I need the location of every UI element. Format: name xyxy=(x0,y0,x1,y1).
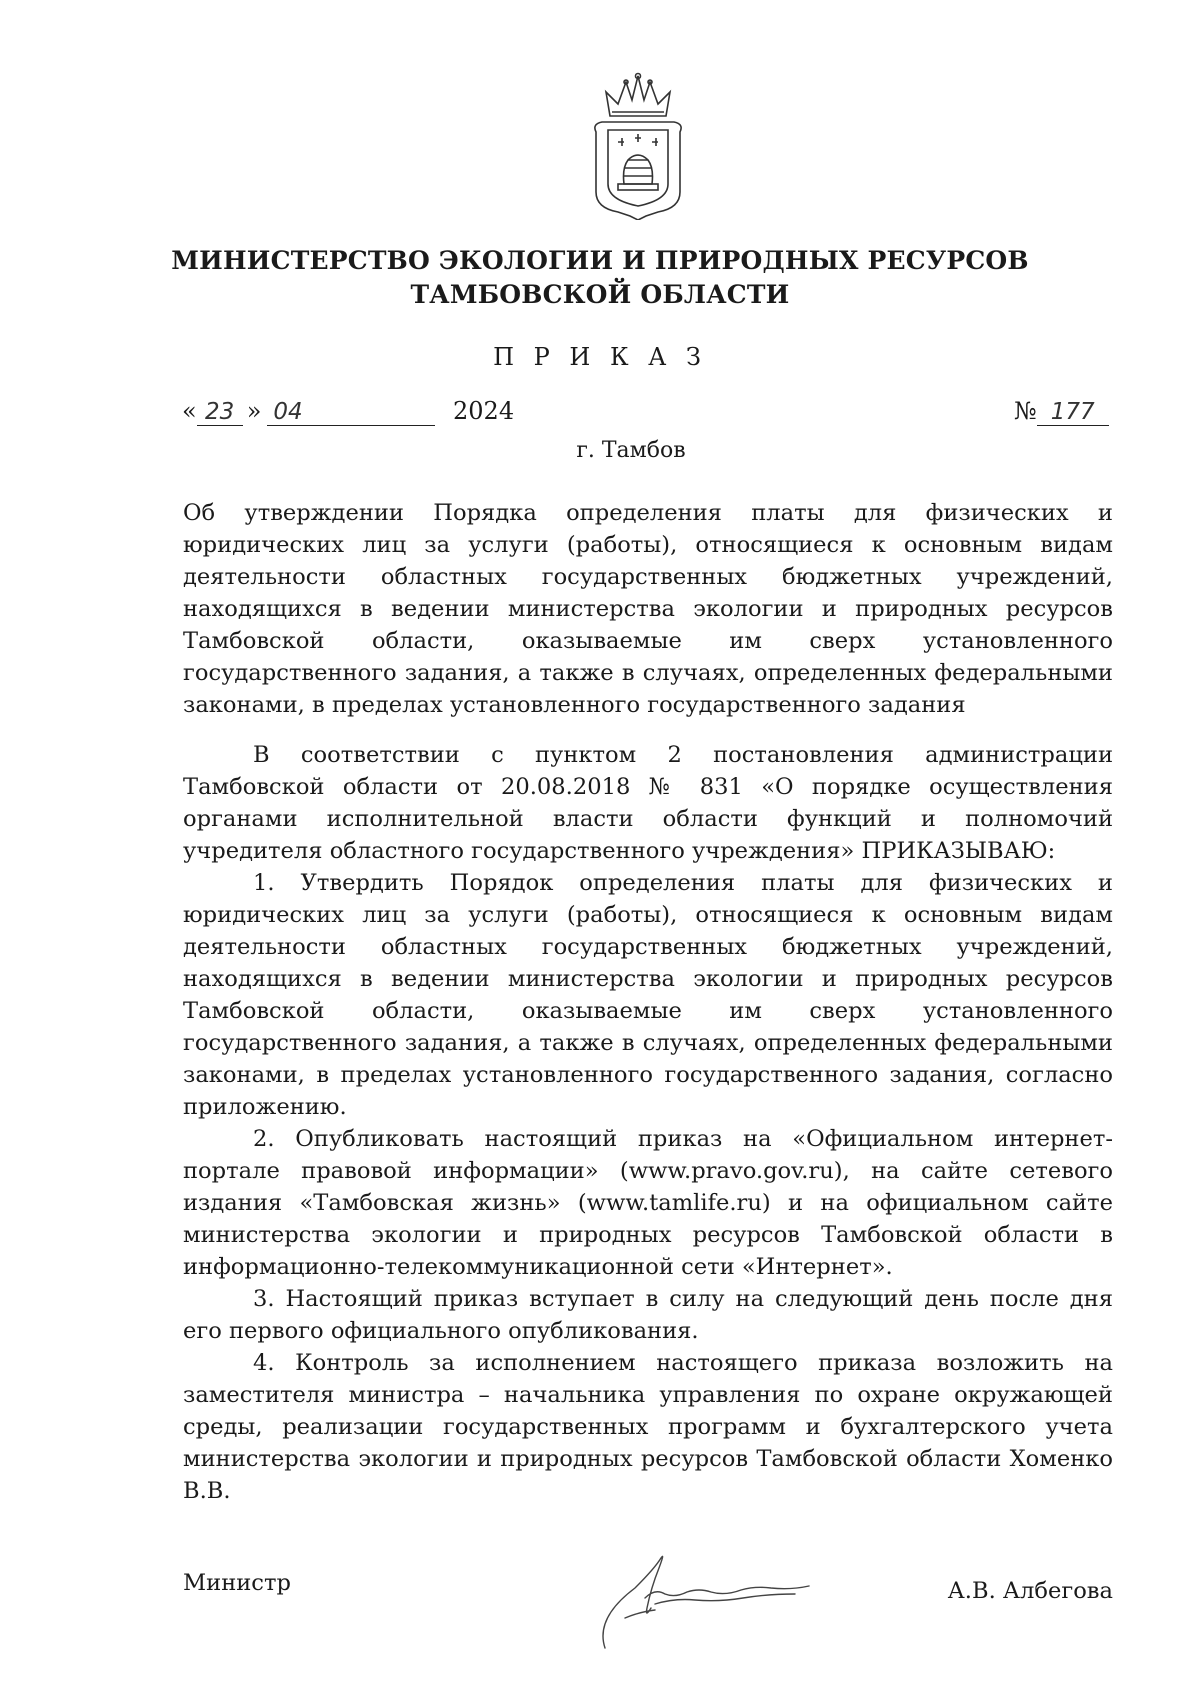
document-date xyxy=(182,397,514,426)
document-city: г. Тамбов xyxy=(576,438,686,463)
number-sign: № xyxy=(1014,397,1037,425)
document-title xyxy=(183,497,1113,721)
date-year: 2024 xyxy=(453,397,515,425)
signature-block xyxy=(183,1548,1113,1658)
document-type: П Р И К А З xyxy=(493,343,707,371)
date-quote-close: » xyxy=(246,397,262,425)
document-number xyxy=(1014,397,1109,426)
document-body xyxy=(183,739,1113,1507)
item-2-paragraph: 2. Опубликовать настоящий приказ на «Официальном интернет-портале правовой информации» (www.pravo.gov.ru), на сайте сетевого издания «Тамбовская жизнь» (www.tamlife.ru) и на официальном сайте министерства экологии и природных ресурсов Тамбовской области в информационно-телекоммуникационной сети «Интернет». xyxy=(183,1126,1113,1280)
signer-position: Министр xyxy=(183,1570,291,1596)
item-4-paragraph: 4. Контроль за исполнением настоящего приказа возложить на заместителя министра – начальника управления по охране окружающей среды, реализации государственных программ и бухгалтерского учета министерства экологии и природных ресурсов Тамбовской области Хоменко В.В. xyxy=(183,1350,1113,1504)
signer-name: А.В. Албегова xyxy=(947,1578,1113,1604)
date-month: 04 xyxy=(267,399,435,426)
ministry-name-line1: МИНИСТЕРСТВО ЭКОЛОГИИ И ПРИРОДНЫХ РЕСУРСОВ xyxy=(171,246,1029,275)
preamble-paragraph: В соответствии с пунктом 2 постановления администрации Тамбовской области от 20.08.2018 № 831 «О порядке осуществления органами исполнительной власти области функций и полномочий учредителя областного государственного учреждения» ПРИКАЗЫВАЮ: xyxy=(183,742,1113,864)
ministry-name xyxy=(0,244,1200,312)
ministry-name-line2: ТАМБОВСКОЙ ОБЛАСТИ xyxy=(410,280,790,309)
number-value: 177 xyxy=(1037,399,1109,426)
coat-of-arms-emblem xyxy=(588,72,688,220)
date-quote-open: « xyxy=(182,397,197,425)
item-1-paragraph: 1. Утвердить Порядок определения платы для физических и юридических лиц за услуги (работы), относящиеся к основным видам деятельности областных государственных бюджетных учреждений, находящихся в ведении министерства экологии и природных ресурсов Тамбовской области, оказываемые им сверх установленного государственного задания, а также в случаях, определенных федеральными законами, в пределах установленного государственного задания, согласно приложению. xyxy=(183,870,1113,1120)
title-text: Об утверждении Порядка определения платы для физических и юридических лиц за услуги (работы), относящиеся к основным видам деятельности областных государственных бюджетных учреждений, находящихся в ведении министерства экологии и природных ресурсов Тамбовской области, оказываемые им сверх установленного государственного задания, а также в случаях, определенных федеральными законами, в пределах установленного государственного задания xyxy=(183,500,1113,718)
item-3-paragraph: 3. Настоящий приказ вступает в силу на следующий день после дня его первого официального опубликования. xyxy=(183,1286,1113,1344)
date-day: 23 xyxy=(197,399,243,426)
handwritten-signature xyxy=(595,1548,835,1658)
